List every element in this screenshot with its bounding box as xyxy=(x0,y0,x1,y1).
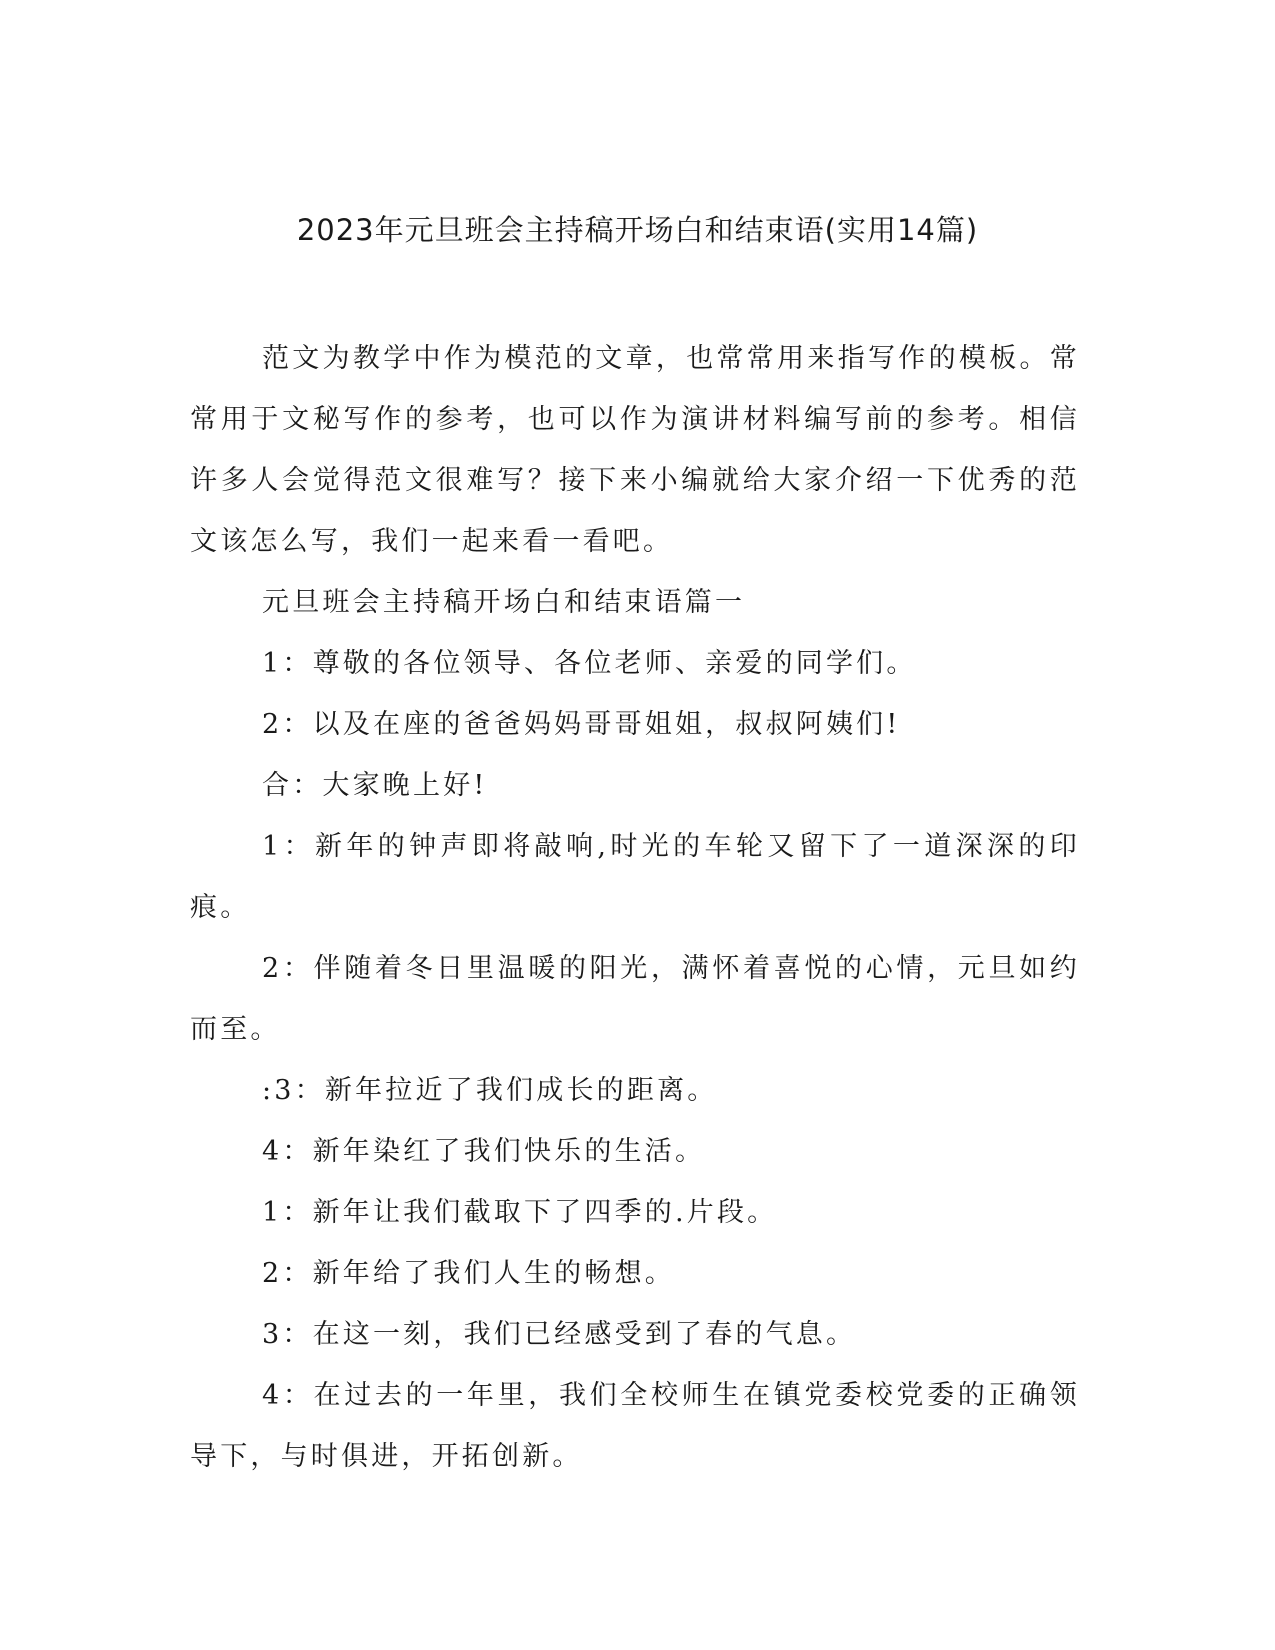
script-line: 4：新年染红了我们快乐的生活。 xyxy=(262,1136,706,1167)
script-line: 4：在过去的一年里，我们全校师生在镇党委校党委的正确领导下，与时俱进，开拓创新。 xyxy=(190,1380,1080,1472)
document-body xyxy=(190,328,1080,1487)
script-line: :3：新年拉近了我们成长的距离。 xyxy=(262,1075,718,1106)
script-line: 2：新年给了我们人生的畅想。 xyxy=(262,1258,675,1289)
section-heading: 元旦班会主持稿开场白和结束语篇一 xyxy=(262,587,746,618)
page-title: 2023年元旦班会主持稿开场白和结束语(实用14篇) xyxy=(296,213,979,247)
intro-paragraph: 范文为教学中作为模范的文章，也常常用来指写作的模板。常常用于文秘写作的参考，也可以作为演讲材料编写前的参考。相信许多人会觉得范文很难写？接下来小编就给大家介绍一下优秀的范文该怎么写，我们一起来看一看吧。 xyxy=(190,343,1080,557)
script-line: 1：尊敬的各位领导、各位老师、亲爱的同学们。 xyxy=(262,648,917,679)
script-line: 1：新年让我们截取下了四季的.片段。 xyxy=(262,1197,778,1228)
script-line: 合：大家晚上好! xyxy=(262,770,488,801)
script-line: 2：伴随着冬日里温暖的阳光，满怀着喜悦的心情，元旦如约而至。 xyxy=(190,953,1080,1045)
script-line: 2：以及在座的爸爸妈妈哥哥姐姐，叔叔阿姨们! xyxy=(262,709,901,740)
script-line: 1：新年的钟声即将敲响,时光的车轮又留下了一道深深的印痕。 xyxy=(190,831,1080,923)
script-line: 3：在这一刻，我们已经感受到了春的气息。 xyxy=(262,1319,857,1350)
